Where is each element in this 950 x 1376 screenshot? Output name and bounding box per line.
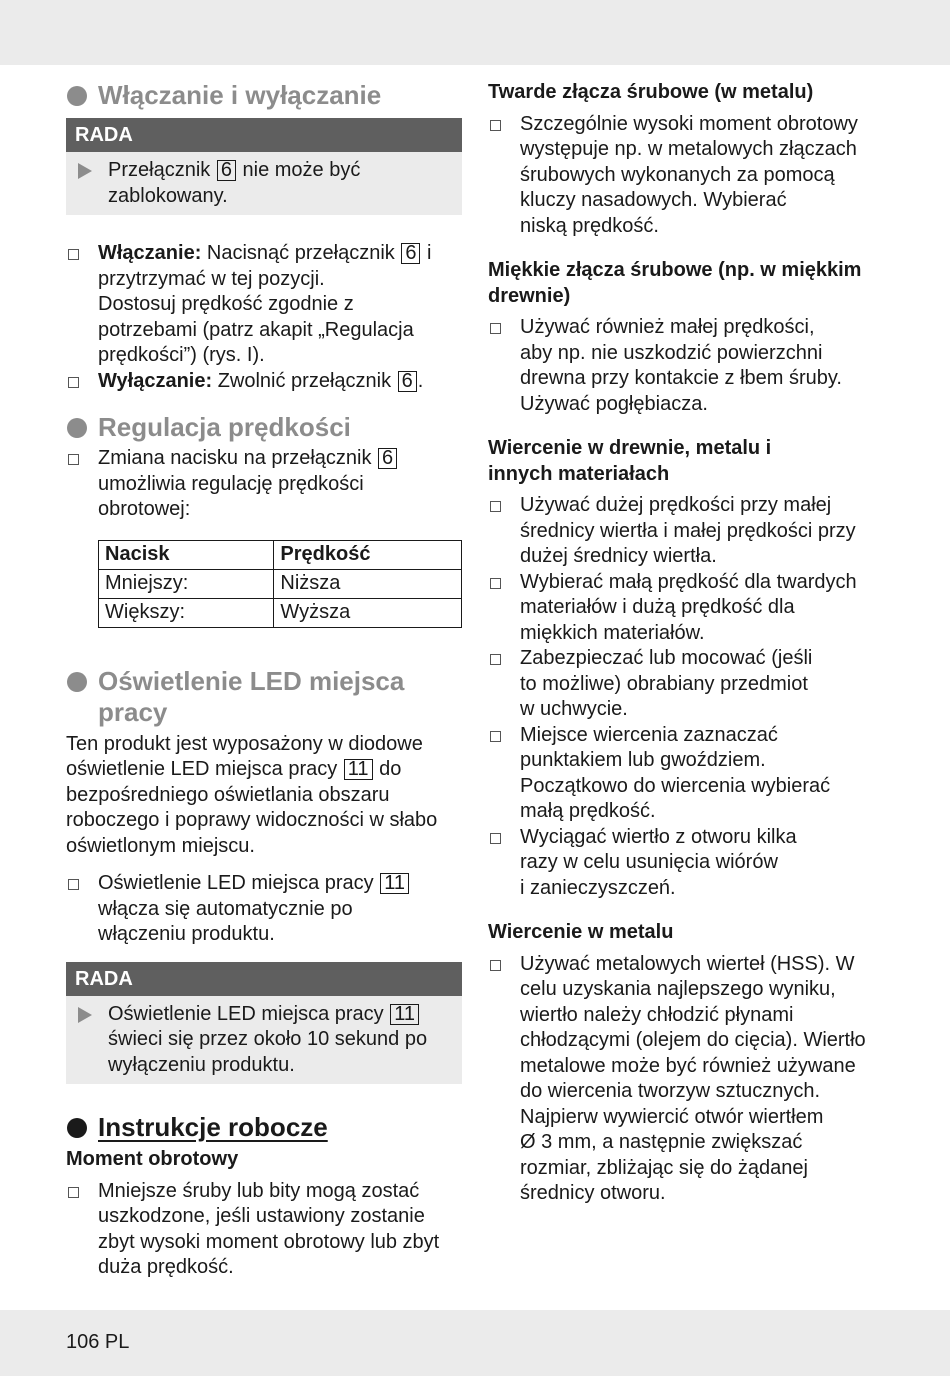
- header-band: [0, 0, 950, 65]
- checkbox-bullet-icon: [68, 377, 79, 388]
- heading-work: [66, 1112, 462, 1143]
- tip-box: [66, 118, 462, 215]
- part-ref: 11: [390, 1004, 419, 1025]
- paragraph-text: oświetlenie LED miejsca pracy: [66, 758, 338, 780]
- item-text: i zanieczyszczeń.: [520, 876, 676, 899]
- paragraph-text: Ten produkt jest wyposażony w diodowe: [66, 732, 423, 755]
- tip-text: Przełącznik: [108, 159, 211, 181]
- item-text: Nacisnąć przełącznik: [206, 242, 395, 264]
- checkbox-bullet-icon: [68, 249, 79, 260]
- part-ref: 6: [378, 448, 397, 469]
- item-text: prędkości”) (rys. I).: [98, 344, 265, 366]
- item-text: występuje np. w metalowych złączach: [520, 138, 857, 160]
- left-column: [66, 80, 462, 1281]
- checkbox-bullet-icon: [490, 323, 501, 334]
- item-text: Najpierw wywiercić otwór wiertłem: [520, 1105, 824, 1128]
- item-text: Miejsce wiercenia zaznaczać: [520, 723, 778, 746]
- subheading-hard-joints: Twarde złącza śrubowe (w metalu): [488, 81, 814, 103]
- item-text: metalowe może być również używane: [520, 1054, 856, 1077]
- checkbox-bullet-icon: [490, 120, 501, 131]
- subheading-soft-joints: [488, 258, 884, 309]
- item-text: dużej średnicy wiertła.: [520, 545, 717, 567]
- right-column: [488, 80, 884, 1207]
- item-text: przytrzymać w tej pozycji.: [98, 267, 325, 290]
- list-item: [488, 952, 884, 1207]
- subheading-text: Miękkie złącza śrubowe (np. w miękkim: [488, 259, 862, 281]
- on-off-list: [66, 241, 462, 394]
- item-text: włączeniu produktu.: [98, 923, 275, 945]
- item-text: Wybierać małą prędkość dla twardych: [520, 570, 857, 593]
- item-text: niską prędkość.: [520, 214, 659, 237]
- part-ref: 6: [401, 243, 420, 264]
- footer-band: [0, 1310, 950, 1376]
- list-item: [488, 112, 884, 240]
- table-cell: Wyższa: [274, 598, 462, 627]
- item-label: Włączanie:: [98, 242, 202, 264]
- checkbox-bullet-icon: [490, 833, 501, 844]
- heading-led-text: Oświetlenie LED miejsca: [98, 665, 405, 696]
- list-item: [66, 871, 462, 948]
- item-text: kluczy nasadowych. Wybierać: [520, 189, 787, 211]
- list-item: [66, 369, 462, 395]
- item-text: drewna przy kontakcie z łbem śruby.: [520, 367, 842, 389]
- item-text: to możliwe) obrabiany przedmiot: [520, 672, 808, 695]
- part-ref: 6: [398, 371, 417, 392]
- paragraph-text: oświetlonym miejscu.: [66, 834, 255, 857]
- checkbox-bullet-icon: [490, 578, 501, 589]
- heading-speed: [66, 412, 462, 443]
- table-cell: Większy:: [99, 598, 274, 627]
- arrow-right-icon: [78, 163, 92, 179]
- tip-text: wyłączeniu produktu.: [108, 1053, 295, 1076]
- checkbox-bullet-icon: [68, 454, 79, 465]
- item-text: miękkich materiałów.: [520, 621, 705, 644]
- item-label: Wyłączanie:: [98, 369, 213, 392]
- item-text: .: [417, 369, 424, 392]
- tip-header: RADA: [66, 118, 462, 152]
- subheading-text: Wiercenie w drewnie, metalu i: [488, 437, 772, 459]
- tip-header: RADA: [66, 962, 462, 996]
- page-number: 106 PL: [66, 1331, 130, 1353]
- paragraph-text: bezpośredniego oświetlania obszaru: [66, 783, 390, 806]
- tip-text: świeci się przez około 10 sekund po: [108, 1028, 428, 1050]
- item-text: średnicy otworu.: [520, 1182, 666, 1204]
- heading-work-text: Instrukcje robocze: [98, 1112, 328, 1142]
- tip-body: [66, 996, 462, 1085]
- bullet-icon: [67, 418, 87, 438]
- item-text: Szczególnie wysoki moment obrotowy: [520, 112, 858, 135]
- table-row: [99, 569, 462, 598]
- checkbox-bullet-icon: [68, 879, 79, 890]
- item-text: aby np. nie uszkodzić powierzchni: [520, 341, 823, 364]
- heading-led: [66, 666, 462, 728]
- item-text: Początkowo do wiercenia wybierać: [520, 774, 831, 797]
- heading-on-off: [66, 80, 462, 111]
- item-text: punktakiem lub gwoździem.: [520, 749, 766, 771]
- item-text: razy w celu usunięcia wiórów: [520, 851, 778, 873]
- item-text: chłodzącymi (olejem do cięcia). Wiertło: [520, 1029, 866, 1051]
- table-header-cell: Prędkość: [274, 540, 462, 569]
- item-text: Dostosuj prędkość zgodnie z: [98, 293, 354, 315]
- subheading-metal: Wiercenie w metalu: [488, 921, 674, 943]
- tip-text: Oświetlenie LED miejsca pracy: [108, 1002, 384, 1025]
- list-item: [488, 646, 884, 723]
- subheading-text: innych materiałach: [488, 462, 670, 485]
- item-text: rozmiar, zbliżając się do żądanej: [520, 1156, 808, 1179]
- item-text: Zabezpieczać lub mocować (jeśli: [520, 647, 813, 669]
- drilling-list: [488, 493, 884, 901]
- checkbox-bullet-icon: [490, 731, 501, 742]
- item-text: włącza się automatycznie po: [98, 897, 353, 920]
- item-text: Zmiana nacisku na przełącznik: [98, 447, 372, 469]
- list-item: [488, 493, 884, 570]
- item-text: wiertło należy chłodzić płynami: [520, 1003, 794, 1026]
- list-item: [488, 315, 884, 417]
- bullet-icon: [67, 86, 87, 106]
- bullet-icon: [67, 672, 87, 692]
- list-item: [66, 1179, 462, 1281]
- item-text: obrotowej:: [98, 498, 191, 520]
- part-ref: 11: [380, 873, 409, 894]
- part-ref: 11: [344, 759, 373, 780]
- subheading-torque: Moment obrotowy: [66, 1148, 239, 1170]
- list-item: [488, 570, 884, 647]
- checkbox-bullet-icon: [68, 1187, 79, 1198]
- item-text: Używać pogłębiacza.: [520, 392, 708, 415]
- item-text: śrubowych wykonanych za pomocą: [520, 163, 835, 186]
- item-text: i: [427, 242, 432, 264]
- tip-box: [66, 962, 462, 1085]
- checkbox-bullet-icon: [490, 501, 501, 512]
- speed-table: [98, 540, 462, 628]
- item-text: do wiercenia tworzyw sztucznych.: [520, 1080, 821, 1102]
- led-paragraph: [66, 732, 462, 860]
- item-text: małą prędkość.: [520, 800, 656, 822]
- list-item: [66, 241, 462, 369]
- tip-body: [66, 152, 462, 215]
- item-text: średnicy wiertła i małej prędkości przy: [520, 519, 856, 542]
- table-cell: Niższa: [274, 569, 462, 598]
- bullet-icon: [67, 1118, 87, 1138]
- item-text: Używać metalowych wierteł (HSS). W: [520, 952, 855, 975]
- paragraph-text: do: [379, 758, 402, 780]
- heading-on-off-text: Włączanie i wyłączanie: [98, 80, 382, 110]
- item-text: Używać również małej prędkości,: [520, 316, 815, 338]
- heading-speed-text: Regulacja prędkości: [98, 412, 351, 442]
- item-text: uszkodzone, jeśli ustawiony zostanie: [98, 1205, 425, 1227]
- list-item: [488, 723, 884, 825]
- heading-led-text: pracy: [98, 696, 168, 727]
- table-row: [99, 598, 462, 627]
- item-text: Wyciągać wiertło z otworu kilka: [520, 825, 797, 848]
- table-header-row: [99, 540, 462, 569]
- part-ref: 6: [217, 160, 236, 181]
- paragraph-text: roboczego i poprawy widoczności w słabo: [66, 809, 438, 831]
- item-text: Mniejsze śruby lub bity mogą zostać: [98, 1179, 420, 1202]
- item-text: zbyt wysoki moment obrotowy lub zbyt: [98, 1230, 440, 1253]
- item-text: Oświetlenie LED miejsca pracy: [98, 872, 374, 894]
- item-text: materiałów i dużą prędkość dla: [520, 596, 795, 618]
- checkbox-bullet-icon: [490, 654, 501, 665]
- list-item: [488, 825, 884, 902]
- item-text: Używać dużej prędkości przy małej: [520, 494, 832, 516]
- tip-text: nie może być: [242, 159, 361, 181]
- item-text: umożliwia regulację prędkości: [98, 472, 364, 495]
- table-header-cell: Nacisk: [99, 540, 274, 569]
- item-text: w uchwycie.: [520, 698, 628, 720]
- table-cell: Mniejszy:: [99, 569, 274, 598]
- checkbox-bullet-icon: [490, 960, 501, 971]
- item-text: Zwolnić przełącznik: [217, 369, 392, 392]
- subheading-text: drewnie): [488, 284, 571, 307]
- item-text: potrzebami (patrz akapit „Regulacja: [98, 318, 414, 341]
- arrow-right-icon: [78, 1007, 92, 1023]
- item-text: Ø 3 mm, a następnie zwiększać: [520, 1131, 803, 1153]
- item-text: celu uzyskania najlepszego wyniku,: [520, 978, 836, 1000]
- list-item: [66, 446, 462, 523]
- item-text: duża prędkość.: [98, 1256, 234, 1278]
- tip-text: zablokowany.: [108, 184, 228, 207]
- subheading-drilling: [488, 436, 884, 487]
